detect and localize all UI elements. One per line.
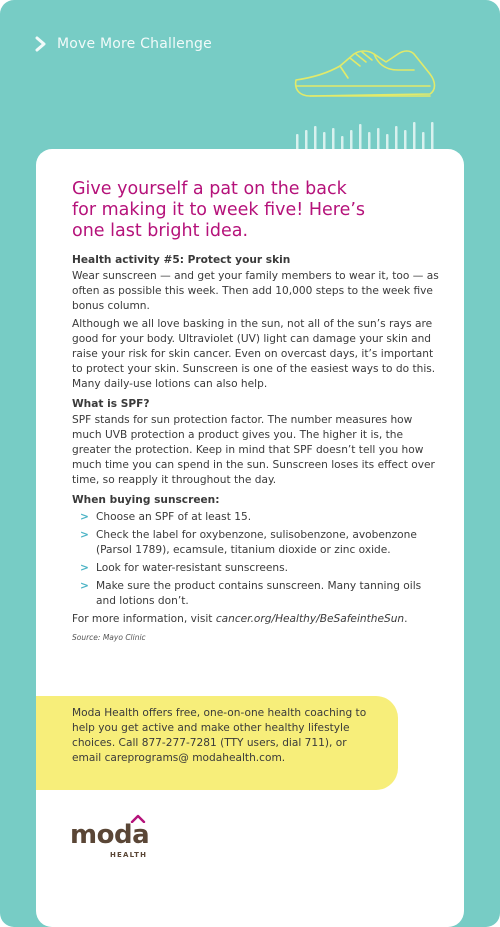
sneaker-icon: [290, 40, 440, 106]
chevron-right-icon: [34, 36, 48, 52]
coaching-callout: [36, 696, 398, 790]
headline-line-2: for making it to week five! Here’s: [72, 200, 366, 220]
moda-health-logo: [70, 814, 170, 862]
bullet-chevron-icon: >: [80, 529, 89, 541]
more-info-link[interactable]: cancer.org/Healthy/BeSafeintheSun: [215, 613, 405, 625]
headline-line-3: one last bright idea.: [72, 221, 249, 241]
logo-wordmark: moda: [70, 820, 150, 850]
logo-chevron-icon: [130, 814, 146, 823]
bullet-chevron-icon: >: [80, 511, 89, 523]
callout-text: Moda Health offers free, one-on-one health coaching to help you get active and make other healthy lifestyle choices. Call 877-277-7281 (TTY users, dial 711), or email careprograms@ modahealth.com.: [72, 707, 367, 764]
buying-heading: When buying sunscreen:: [72, 494, 220, 506]
spf-paragraph: SPF stands for sun protection factor. The number measures how much UVB protection a product gives you. The higher it is, the greater the protection. Keep in mind that SPF doesn’t tell you how much time you can spend in the sun. Sunscreen loses its effect over time, so reapply it throughout the day.: [72, 414, 435, 486]
article-body: [72, 253, 444, 645]
list-item: > Check the label for oxybenzone, sulisobenzone, avobenzone (Parsol 1789), ecamsule, titanium dioxide or zinc oxide.: [80, 529, 417, 556]
activity-heading: Health activity #5: Protect your skin: [72, 254, 291, 266]
step-bars-graphic: [294, 120, 444, 150]
activity-paragraph-1: Wear sunscreen — and get your family members to wear it, too — as often as possible this week. Then add 10,000 steps to the week five bonus column.: [72, 270, 439, 312]
bullet-chevron-icon: >: [80, 562, 89, 574]
logo-subtitle: HEALTH: [110, 851, 148, 859]
activity-paragraph-2: Although we all love basking in the sun, not all of the sun’s rays are good for your body. Ultraviolet (UV) light can damage your skin and raise your risk for skin cancer. Even on overcast days, it’s important to protect your skin. Sunscreen is one of the easiest ways to do this. Many daily-use lotions can also help.: [72, 318, 436, 390]
buying-list: [72, 510, 444, 609]
headline-line-1: Give yourself a pat on the back: [72, 179, 347, 199]
source-note: Source: Mayo Clinic: [72, 633, 146, 642]
header-title: Move More Challenge: [57, 36, 212, 52]
section-header: [34, 36, 212, 52]
bullet-chevron-icon: >: [80, 580, 89, 592]
list-item: > Make sure the product contains sunscreen. Many tanning oils and lotions don’t.: [80, 580, 422, 607]
spf-heading: What is SPF?: [72, 398, 150, 410]
list-item: > Look for water-resistant sunscreens.: [80, 562, 288, 574]
headline: [72, 179, 412, 242]
list-item: > Choose an SPF of at least 15.: [80, 511, 252, 523]
more-info-line: For more information, visit cancer.org/Healthy/BeSafeintheSun.: [72, 613, 408, 625]
